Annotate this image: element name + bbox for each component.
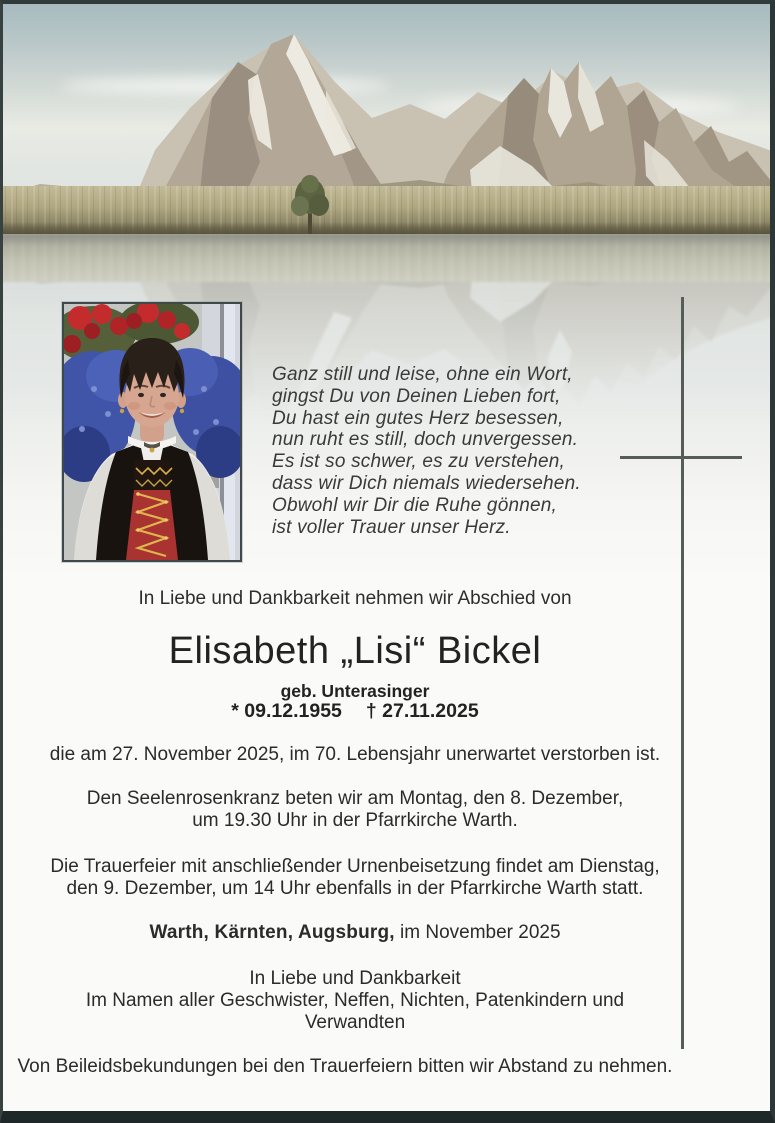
maiden-name: geb. Unterasinger: [280, 681, 430, 701]
rosary-line: Den Seelenrosenkranz beten wir am Montag, den 8. Dezember,: [86, 788, 624, 809]
dateline: [35, 922, 675, 944]
life-dates: [35, 699, 675, 723]
death-date: † 27.11.2025: [365, 700, 479, 722]
poem-line: dass wir Dich niemals wiedersehen.: [272, 472, 581, 494]
memorial-cross-vertical-beam: [681, 297, 684, 1049]
closing-paragraph: [35, 968, 675, 1034]
poem-line: Ganz still und leise, ohne ein Wort,: [272, 364, 573, 385]
poem-line: nun ruht es still, doch unvergessen.: [272, 429, 579, 451]
portrait-illustration: [64, 304, 240, 560]
poem-line: Obwohl wir Dir die Ruhe gönnen,: [272, 494, 558, 516]
passing-line: die am 27. November 2025, im 70. Lebensjahr unerwartet verstorben ist.: [49, 744, 661, 765]
memorial-cross-horizontal-beam: [620, 456, 742, 459]
shore-tree: [288, 172, 332, 234]
memorial-poem: [272, 364, 581, 538]
rosary-paragraph: [35, 788, 675, 832]
closing-line: In Liebe und Dankbarkeit: [249, 968, 461, 989]
intro-line: In Liebe und Dankbarkeit nehmen wir Abschied von: [138, 588, 572, 609]
closing-line: Im Namen aller Geschwister, Neffen, Nichten, Patenkindern und Verwandten: [85, 990, 625, 1033]
condolence-note: Von Beileidsbekundungen bei den Trauerfeiern bitten wir Abstand zu nehmen.: [17, 1056, 673, 1077]
rosary-line: um 19.30 Uhr in der Pfarrkirche Warth.: [192, 810, 518, 831]
dateline-date: im November 2025: [400, 922, 561, 943]
poem-line: Es ist so schwer, es zu verstehen,: [272, 451, 565, 473]
portrait-photo: [62, 302, 242, 562]
funeral-line: den 9. Dezember, um 14 Uhr ebenfalls in der Pfarrkirche Warth statt.: [66, 878, 644, 899]
dateline-places: Warth, Kärnten, Augsburg,: [149, 922, 395, 943]
poem-line: gingst Du von Deinen Lieben fort,: [272, 385, 561, 407]
deceased-name: Elisabeth „Lisi“ Bickel: [168, 630, 542, 672]
poem-line: Du hast ein gutes Herz besessen,: [272, 407, 564, 429]
birth-date: * 09.12.1955: [231, 700, 342, 722]
funeral-line: Die Trauerfeier mit anschließender Urnenbeisetzung findet am Dienstag,: [50, 856, 660, 877]
funeral-paragraph: [35, 856, 675, 900]
poem-line: ist voller Trauer unser Herz.: [272, 516, 511, 538]
